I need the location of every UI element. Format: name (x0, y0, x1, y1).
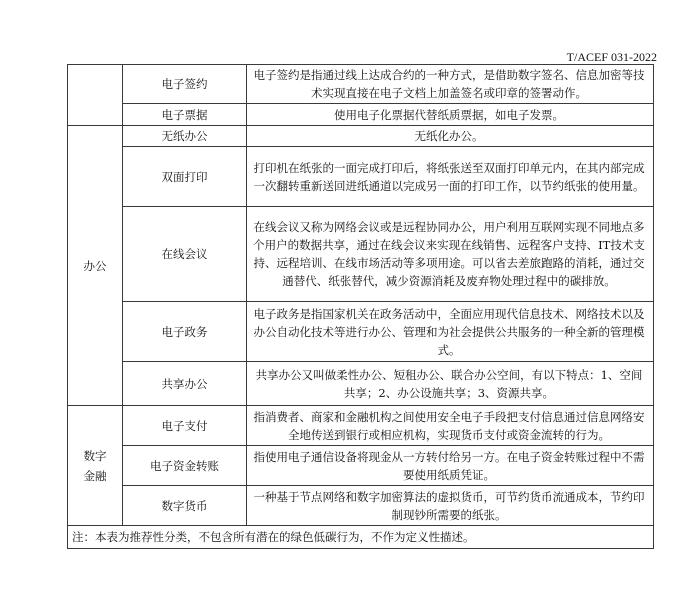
table-row (68, 526, 654, 549)
table-row (68, 65, 654, 104)
term-cell: 电子政务 (123, 302, 247, 362)
category-cell-office (68, 126, 123, 406)
term-cell: 在线会议 (123, 207, 247, 302)
description-cell: 电子政务是指国家机关在政务活动中，全面应用现代信息技术、网络技术以及办公自动化技术等进行办公、管理和为社会提供公共服务的一种全新的管理模式。 (247, 302, 654, 362)
term-cell: 电子支付 (123, 406, 247, 446)
term-cell: 电子票据 (123, 104, 247, 126)
table-row (68, 486, 654, 526)
table-row (68, 302, 654, 362)
description-cell: 一种基于节点网络和数字加密算法的虚拟货币，可节约货币流通成本，节约印制现钞所需要的纸张。 (247, 486, 654, 526)
category-label: 办公 (83, 258, 107, 273)
term-cell: 数字货币 (123, 486, 247, 526)
description-cell: 使用电子化票据代替纸质票据，如电子发票。 (247, 104, 654, 126)
description-cell: 指消费者、商家和金融机构之间使用安全电子手段把支付信息通过信息网络安全地传送到银行或相应机构，实现货币支付或资金流转的行为。 (247, 406, 654, 446)
description-cell: 打印机在纸张的一面完成打印后，将纸张送至双面打印单元内，在其内部完成一次翻转重新送回进纸通道以完成另一面的打印工作，以节约纸张的使用量。 (247, 147, 654, 207)
description-cell: 共享办公又叫做柔性办公、短租办公、联合办公空间，有以下特点：1、空间共享；2、办公设施共享；3、资源共享。 (247, 362, 654, 406)
table-row (68, 406, 654, 446)
description-cell: 无纸化办公。 (247, 126, 654, 147)
table-row (68, 147, 654, 207)
term-cell: 双面打印 (123, 147, 247, 207)
category-cell-continued (68, 65, 123, 126)
table-row (68, 362, 654, 406)
classification-table-container (67, 64, 654, 549)
term-cell: 电子资金转账 (123, 446, 247, 486)
term-cell: 共享办公 (123, 362, 247, 406)
table-row (68, 446, 654, 486)
description-cell: 在线会议又称为网络会议或是远程协同办公，用户利用互联网实现不同地点多个用户的数据共享，通过在线会议来实现在线销售、远程客户支持、IT技术支持、远程培训、在线市场活动等多项用途。可以省去差旅跑路的消耗，通过交通替代、纸张替代，减少资源消耗及废弃物处理过程中的碳排放。 (247, 207, 654, 302)
table-note: 注：本表为推荐性分类，不包含所有潜在的绿色低碳行为，不作为定义性描述。 (68, 526, 654, 549)
table-row (68, 104, 654, 126)
classification-table (67, 64, 654, 549)
document-code: T/ACEF 031-2022 (566, 50, 657, 64)
term-cell: 电子签约 (123, 65, 247, 104)
category-cell-digital-finance (68, 406, 123, 526)
term-cell: 无纸办公 (123, 126, 247, 147)
category-label: 数字金融 (83, 448, 107, 483)
table-row (68, 126, 654, 147)
table-row (68, 207, 654, 302)
description-cell: 电子签约是指通过线上达成合约的一种方式，是借助数字签名、信息加密等技术实现直接在电子文档上加盖签名或印章的签署动作。 (247, 65, 654, 104)
description-cell: 指使用电子通信设备将现金从一方转付给另一方。在电子资金转账过程中不需要使用纸质凭证。 (247, 446, 654, 486)
